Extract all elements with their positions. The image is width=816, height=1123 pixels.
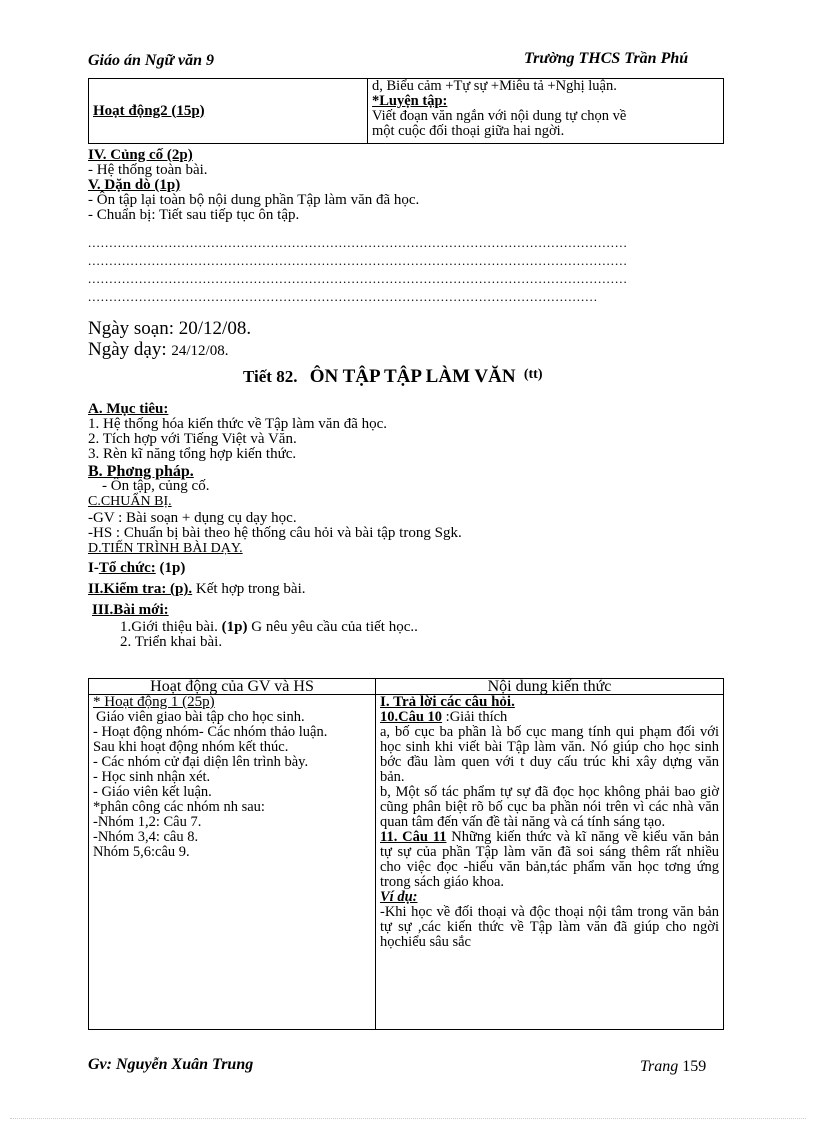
col-header-content xyxy=(376,679,724,695)
activity-2-label: Hoạt động2 (15p) xyxy=(93,102,205,119)
footer-page-number: 159 xyxy=(682,1058,707,1075)
header-right: Trường THCS Trần Phú xyxy=(524,50,689,67)
baimoi-intro-text: G nêu yêu cầu của tiết học.. xyxy=(251,619,418,635)
phuongphap-title: B. Phơng pháp. xyxy=(88,463,194,480)
chuanbi-line-2: -HS : Chuẩn bị bài theo hệ thống câu hỏi và bài tập trong Sgk. xyxy=(88,525,462,541)
activities-cell xyxy=(89,695,376,1030)
top-table xyxy=(88,78,724,144)
dando-title: V. Dặn dò (1p) xyxy=(88,177,181,193)
col-header-activities xyxy=(89,679,376,695)
activity-line-5: - Học sinh nhận xét. xyxy=(93,769,211,785)
question-10-title: 10.Câu 10 xyxy=(380,709,443,725)
chuanbi-line-1: -GV : Bài soạn + dụng cụ dạy học. xyxy=(88,510,297,526)
activity-line-2: - Hoạt động nhóm- Các nhóm thảo luận. xyxy=(93,724,328,740)
activity-line-9: -Nhóm 3,4: câu 8. xyxy=(93,829,199,845)
header-left: Giáo án Ngữ văn 9 xyxy=(88,52,215,69)
phuongphap-line: - Ôn tập, củng cố. xyxy=(102,478,210,494)
lesson-number: Tiết 82. xyxy=(243,367,298,386)
tientrinh-title: D.TIẾN TRÌNH BÀI DẠY. xyxy=(88,541,243,556)
footer-teacher-name: Nguyễn Xuân Trung xyxy=(115,1056,254,1073)
activity-line-8: -Nhóm 1,2: Câu 7. xyxy=(93,814,202,830)
col-header-content-text: Nội dung kiến thức xyxy=(487,678,612,695)
example-text: -Khi học về đối thoại và độc thoại nội tâm trong văn bản tự sự ,các kiến thức về Tập làm văn đã giúp cho ngời họchiểu sâu sắc xyxy=(380,904,719,950)
main-table xyxy=(88,678,724,1030)
lesson-tt: (tt) xyxy=(523,367,543,382)
activity-line-3: Sau khi hoạt động nhóm kết thúc. xyxy=(93,739,289,755)
date-taught-value: 24/12/08. xyxy=(171,343,229,359)
footer-teacher-label: Gv: xyxy=(88,1056,112,1073)
dando-line-1: - Ôn tập lại toàn bộ nội dung phần Tập làm văn đã học. xyxy=(88,192,420,208)
dots-line-4: ........................................................................................................................ xyxy=(88,289,598,304)
dots-line-2: ............................................................................................................................... xyxy=(88,253,628,268)
date-taught-label: Ngày dạy: xyxy=(88,339,167,360)
question-11-title: 11. Câu 11 xyxy=(380,829,447,845)
col-header-activities-text: Hoạt động của GV và HS xyxy=(150,678,314,695)
muctieu-line-2: 2. Tích hợp với Tiếng Việt và Văn. xyxy=(88,431,297,447)
cungco-title: IV. Củng cố (2p) xyxy=(88,147,193,163)
baimoi-line-2: 2. Triển khai bài. xyxy=(120,634,223,650)
top-line-2: *Luyện tập: xyxy=(372,93,448,109)
activity-line-7: *phân công các nhóm nh sau: xyxy=(93,799,265,815)
muctieu-line-3: 3. Rèn kĩ năng tổng hợp kiến thức. xyxy=(88,446,297,462)
dots-line-1: ............................................................................................................................... xyxy=(88,235,628,250)
top-line-4: một cuộc đối thoại giữa hai ngời. xyxy=(372,123,565,139)
baimoi-intro: 1.Giới thiệu bài. xyxy=(120,619,218,635)
activity-line-1: Giáo viên giao bài tập cho học sinh. xyxy=(96,709,305,725)
tochuc-title: Tổ chức: xyxy=(98,560,156,576)
page-bottom-divider xyxy=(10,1118,806,1119)
date-prepared: Ngày soạn: 20/12/08. xyxy=(88,318,252,339)
kiemtra-text: Kết hợp trong bài. xyxy=(195,581,306,597)
dots-line-3: ............................................................................................................................... xyxy=(88,271,628,286)
baimoi-intro-time: (1p) xyxy=(221,619,248,635)
top-table-left xyxy=(89,79,368,144)
cungco-line: - Hệ thống toàn bài. xyxy=(88,162,208,178)
kiemtra-title: II.Kiểm tra: (p). xyxy=(88,581,193,597)
footer-page-label: Trang xyxy=(640,1058,679,1075)
activity-line-10: Nhóm 5,6:câu 9. xyxy=(93,844,190,860)
activity-line-4: - Các nhóm cử đại diện lên trình bày. xyxy=(93,754,309,770)
tochuc-prefix: I- xyxy=(88,560,99,576)
question-10-a: a, bố cục ba phần là bố cục mang tính qui phạm đối với học sinh khi viết bài Tập làm văn. Nó giúp cho học sinh bớc đầu làm quen với t duy cấu trúc khi xây dựng văn bản. xyxy=(380,724,719,785)
top-table-right xyxy=(368,79,724,144)
question-11-text: Những kiến thức và kĩ năng về kiểu văn bản tự sự của phần Tập làm văn đã soi sáng thêm rất nhiều cho việc đọc -hiểu văn bản,tác phẩm văn học tơng ứng trong sách giáo khoa. xyxy=(380,829,720,890)
muctieu-title: A. Mục tiêu: xyxy=(88,401,169,417)
question-10-b: b, Một số tác phẩm tự sự đã đọc học không phải bao giờ cũng phân biệt rõ bố cục ba phần nói trên vì các nhà văn quan tâm đến vấn đề tài năng và cá tính sáng tạo. xyxy=(380,784,719,830)
top-line-1: d, Biểu cảm +Tự sự +Miêu tả +Nghị luận. xyxy=(372,78,617,94)
chuanbi-title: C.CHUẨN BỊ. xyxy=(88,494,172,509)
baimoi-title: III.Bài mới: xyxy=(92,602,169,618)
question-10-text: :Giải thích xyxy=(442,709,508,725)
lesson-title: ÔN TẬP TẬP LÀM VĂN xyxy=(309,366,516,387)
activity-line-6: - Giáo viên kết luận. xyxy=(93,784,212,800)
content-cell xyxy=(376,695,724,1030)
tochuc-time: (1p) xyxy=(159,560,186,576)
example-label: Ví dụ: xyxy=(380,889,418,905)
answers-title: I. Trả lời các câu hỏi. xyxy=(380,694,515,710)
dando-line-2: - Chuẩn bị: Tiết sau tiếp tục ôn tập. xyxy=(88,207,300,223)
muctieu-line-1: 1. Hệ thống hóa kiến thức về Tập làm văn đã học. xyxy=(88,416,388,432)
top-line-3: Viết đoạn văn ngắn với nội dung tự chọn về xyxy=(372,108,627,124)
activity-1-title: * Hoạt động 1 (25p) xyxy=(93,694,215,710)
